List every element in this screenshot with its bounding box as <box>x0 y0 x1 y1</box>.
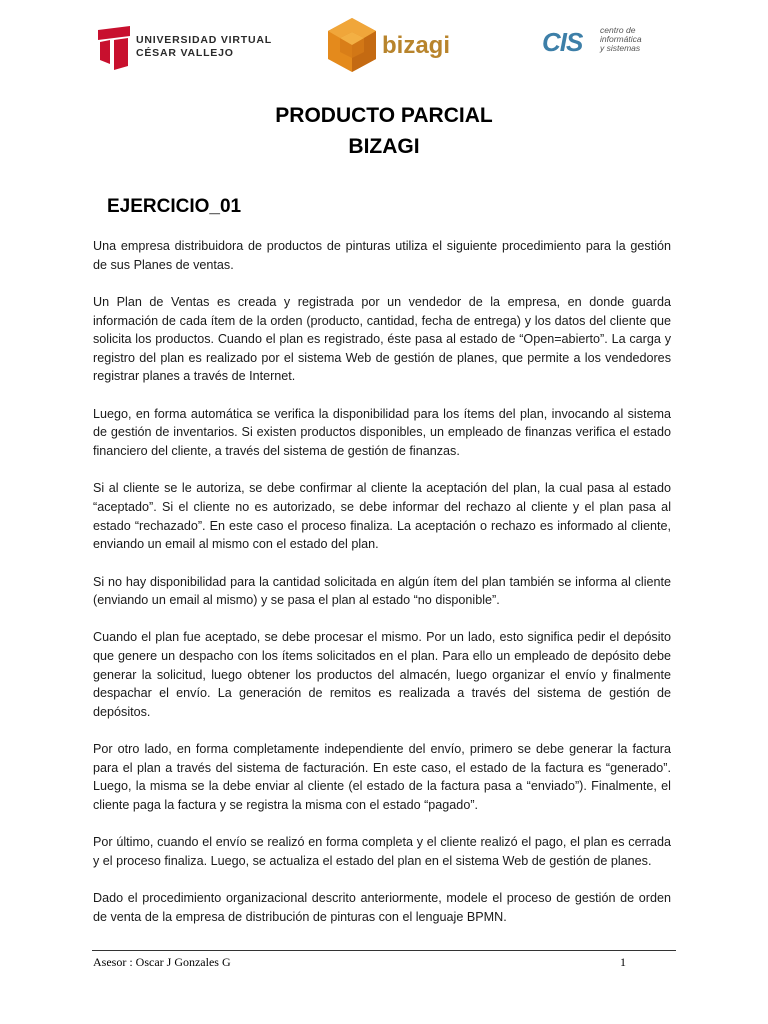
paragraph-7: Por otro lado, en forma completamente independiente del envío, primero se debe generar la factura para el plan a través del sistema de facturación. En este caso, el estado de la factura es “generado”. Luego, la misma se la debe enviar al cliente (el estado de la factura pasa a “enviado”). Finalmente, el cliente paga la factura y se registra la misma con el estado “pagado”. <box>93 742 671 813</box>
cis-logo-sub-line-2: informática <box>600 34 642 44</box>
ucv-logo <box>98 26 272 70</box>
document-title-line-1: PRODUCTO PARCIAL <box>275 104 493 127</box>
cis-logo-sub-line-1: centro de <box>600 25 636 35</box>
cis-logo <box>540 26 660 60</box>
page-number: 1 <box>620 955 626 969</box>
cis-logo-sub-line-3: y sistemas <box>600 43 641 53</box>
cis-logo-word: CIS <box>542 27 583 57</box>
paragraph-8: Por último, cuando el envío se realizó en forma completa y el cliente realizó el pago, el plan es cerrada y el proceso finaliza. Luego, se actualiza el estado del plan en el sistema Web de gestión de planes. <box>93 835 671 869</box>
ucv-logo-line-2: CÉSAR VALLEJO <box>136 47 234 59</box>
paragraph-4: Si al cliente se le autoriza, se debe confirmar al cliente la aceptación del plan, la cual pasa al estado “aceptado”. Si el cliente no es autorizado, se debe informar del rechazo al cliente y el plan pasa al estado “rechazado”. En este caso el proceso finaliza. La aceptación o rechazo es informado al cliente, enviando un email al mismo con el estado del plan. <box>93 481 671 552</box>
footer-divider <box>92 950 676 951</box>
paragraph-5: Si no hay disponibilidad para la cantidad solicitada en algún ítem del plan también se informa al cliente (enviando un email al mismo) y se pasa el plan al estado “no disponible”. <box>93 574 671 608</box>
bizagi-hexagon-icon <box>326 16 378 74</box>
bizagi-logo-text: bizagi <box>382 32 451 59</box>
ucv-logo-text <box>136 34 272 60</box>
paragraph-1: Una empresa distribuidora de productos de pinturas utiliza el siguiente procedimiento para la gestión de sus Planes de ventas. <box>93 239 671 272</box>
footer-advisor: Asesor : Oscar J Gonzales G <box>93 955 231 969</box>
ucv-shield-icon <box>98 26 130 70</box>
bizagi-logo <box>326 16 456 76</box>
cis-logo-subtitle <box>600 26 642 53</box>
document-title-line-2: BIZAGI <box>348 135 420 158</box>
paragraph-9: Dado el procedimiento organizacional descrito anteriormente, modele el proceso de gestión de orden de venta de la empresa de distribución de pinturas con el lenguaje BPMN. <box>93 891 671 924</box>
paragraph-2: Un Plan de Ventas es creada y registrada por un vendedor de la empresa, en donde guarda información de cada ítem de la orden (producto, cantidad, fecha de entrega) y los datos del cliente que solicita los productos. Cuando el plan es registrado, éste pasa al estado de “Open=abierto”. La carga y registro del plan es realizado por el sistema Web de gestión de planes, que permite a los vendedores registrar planes a través de Internet. <box>93 294 671 384</box>
document-body <box>93 237 671 945</box>
ucv-logo-line-1: UNIVERSIDAD VIRTUAL <box>136 34 272 46</box>
paragraph-6: Cuando el plan fue aceptado, se debe procesar el mismo. Por un lado, esto significa pedir el depósito que genere un despacho con los ítems solicitados en el plan. Para ello un empleado de depósito debe generar la solicitud, luego obtener los productos del almacén, luego organizar el envío y finalmente despachar el envío. La generación de remitos es realizada a través del sistema de gestión de depósitos. <box>93 630 671 719</box>
exercise-heading: EJERCICIO_01 <box>107 196 242 217</box>
paragraph-3: Luego, en forma automática se verifica la disponibilidad para los ítems del plan, invocando al sistema de gestión de inventarios. Si existen productos disponibles, un empleado de finanzas verifica el estado financiero del cliente, a través del sistema de gestión de finanzas. <box>93 406 671 458</box>
document-header <box>0 0 768 90</box>
